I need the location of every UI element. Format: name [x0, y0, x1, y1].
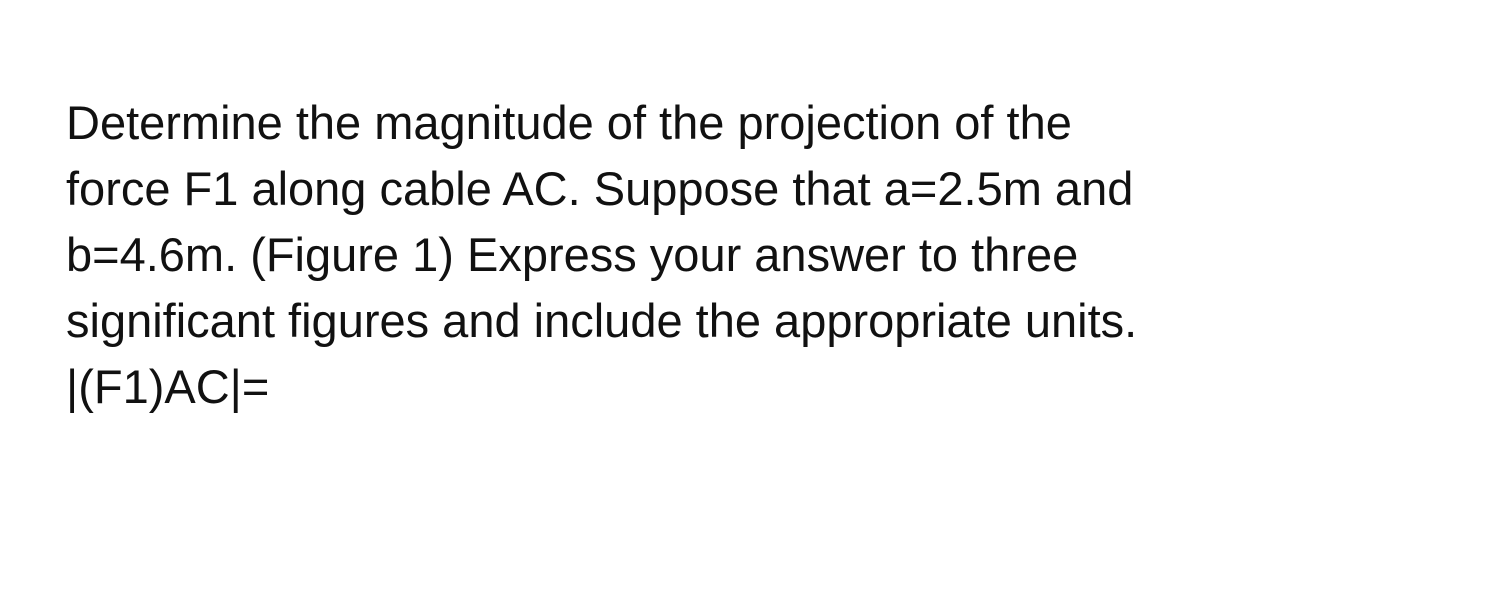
- question-line-2: force F1 along cable AC. Suppose that a=2.5m and: [66, 162, 1134, 215]
- question-line-3: b=4.6m. (Figure 1) Express your answer to three: [66, 228, 1079, 281]
- question-text: [66, 90, 1466, 420]
- question-line-1: Determine the magnitude of the projection of the: [66, 96, 1072, 149]
- question-line-4: significant figures and include the appropriate units.: [66, 294, 1138, 347]
- answer-prompt: |(F1)AC|=: [66, 360, 270, 413]
